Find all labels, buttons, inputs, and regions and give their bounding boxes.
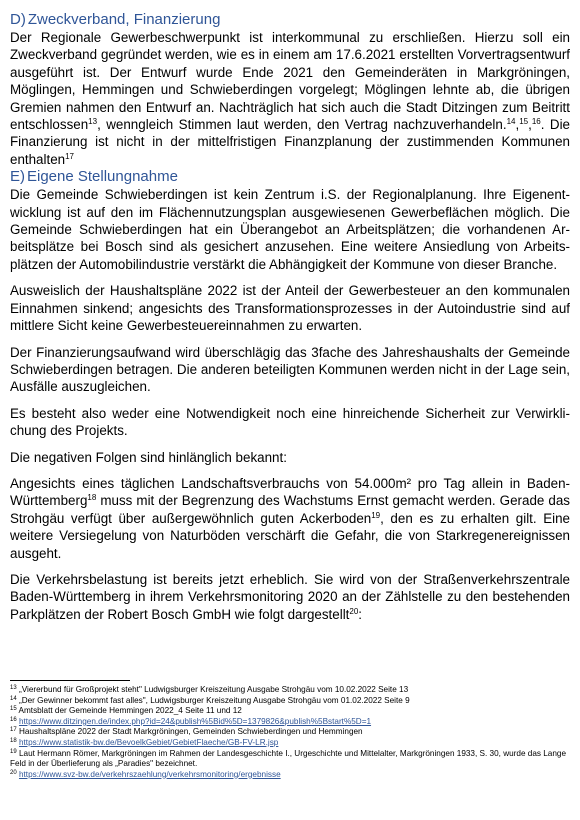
footnote-19: $^{19}$ Laut Hermann Römer, Markgröningen im Rahmen der Landesgeschichte I., Urgeschichte und Mittelalter, Markgröningen 1933, S. 30, wurde das Lange Feld in der Überlieferung als „Paradies" bezeichnet.	[10, 748, 567, 769]
footnote-link[interactable]: https://www.statistik-bw.de/BevoelkGebiet/GebietFlaeche/GB-FV-LR.jsp	[18, 737, 279, 747]
footnote-ref[interactable]: 19	[371, 510, 381, 520]
footnote-divider	[10, 680, 130, 681]
footnote-13: $^{13}$ „Viererbund für Großprojekt steht" Ludwigsburger Kreiszeitung Ausgabe Strohgäu vom 10.02.2022 Seite 13	[10, 685, 409, 694]
footnote-ref[interactable]: 16	[531, 117, 541, 127]
footnote-18: $^{18}$ https://www.statistik-bw.de/BevoelkGebiet/GebietFlaeche/GB-FV-LR.jsp	[10, 737, 279, 747]
footnote-17: $^{17}$ Haushaltspläne 2022 der Stadt Markgröningen, Gemeinden Schwieberdingen und Hemmingen	[10, 727, 363, 737]
footnote-link[interactable]: https://www.ditzingen.de/index.php?id=24&publish%5Bid%5D=1379826&publish%5Bstart%5D=1	[18, 716, 372, 726]
paragraph-finanzierungsaufwand: Der Finanzierungsaufwand wird überschlägig das 3fache des Jahreshaushalts der Gemeinde Schwieberdingen betragen. Die anderen beteiligten Kommunen werden nicht in der Lage sein, Ausfälle auszugleichen.	[10, 344, 570, 395]
section-heading-e	[10, 168, 570, 186]
footnote-ref[interactable]: 14	[506, 117, 516, 127]
paragraph-verkehrsbelastung: Die Verkehrsbelastung ist bereits jetzt erheblich. Sie wird von der Straßenverkehrszentrale Baden-Württemberg in ihrem Verkehrsmonitoring 2020 an der Zählstelle zu den bestehenden Parkplätzen der Robert Bosch GmbH wie folgt dargestellt$^{20}$:	[10, 571, 570, 622]
section-label: E)	[10, 168, 25, 186]
footnote-ref[interactable]: 18	[87, 493, 97, 503]
footnote-link[interactable]: https://www.svz-bw.de/verkehrszaehlung/verkehrsmonitoring/ergebnisse	[18, 769, 281, 779]
footnote-ref[interactable]: 15	[519, 117, 529, 127]
footnote-ref[interactable]: 17	[65, 151, 75, 161]
footnote-16: $^{16}$ https://www.ditzingen.de/index.php?id=24&publish%5Bid%5D=1379826&publish%5Bstart%5D=1	[10, 716, 372, 726]
footnote-14: $^{14}$ „Der Gewinner bekommt fast alles", Ludwigsburger Kreiszeitung Ausgabe Strohgäu vom 01.02.2022 Seite 9	[10, 695, 410, 705]
paragraph-gewerbesteuer: Ausweislich der Haushaltspläne 2022 ist der Anteil der Gewerbesteuer an den kommunalen Einnahmen sinkend; angesichts des Transformationsprozesses in der Autoindustrie sind auf mittlere Sicht keine Gewerbesteuereinnahmen zu erwarten.	[10, 283, 570, 334]
paragraph-notwendigkeit: Es besteht also weder eine Notwendigkeit noch eine hinreichende Sicherheit zur Verwirklichung des Projekts.	[10, 405, 570, 439]
footnotes	[10, 680, 570, 780]
section-title: Eigene Stellungnahme	[27, 168, 178, 186]
paragraph-folgen: Die negativen Folgen sind hinlänglich bekannt:	[10, 449, 287, 465]
footnote-20: $^{20}$ https://www.svz-bw.de/verkehrszaehlung/verkehrsmonitoring/ergebnisse	[10, 769, 281, 779]
footnote-ref[interactable]: 20	[349, 606, 359, 616]
footnote-ref[interactable]: 13	[88, 117, 98, 127]
paragraph-zweckverband: Der Regionale Gewerbeschwerpunkt ist interkommunal zu erschließen. Hierzu soll ein Zweckverband gegründet werden, wie es in einem am 17.6.2021 erstellten Vorvertragsentwurf ausgeführt ist. Der Entwurf wurde Ende 2021 den Gemeinderäten in Markgröningen, Möglingen, Hemmingen und Schwieberdingen vorgelegt; Möglingen lehnte ab, die übrigen Gremien nahmen den Entwurf an. Nachträglich hat sich auch die Stadt Ditzingen zum Beitritt entschlossen$^{13}$, wenngleich Stimmen laut werden, den Vertrag nachzuverhandeln.$^{14}$,$^{15}$,$^{16}$. Die Finanzierung ist nicht in der mittelfristigen Finanzplanung der zustimmenden Kommunen enthalten$^{17}$	[10, 30, 570, 167]
section-label: D)	[10, 11, 26, 28]
paragraph-zentrum: Die Gemeinde Schwieberdingen ist kein Zentrum i.S. der Regionalplanung. Ihre Eigenentwicklung ist auf den im Flächennutzungsplan ausgewiesenen Gewerbeflächen möglich. Die Gemeinde Schwieberdingen hat ein Überangebot an Arbeitsplätzen; die vorhandenen Arbeitsplätze bei Bosch sind als gesichert anzusehen. Eine weitere Ansiedlung von Arbeitsplätzen der Automobilindustrie verstärkt die Abhängigkeit der Kommune von dieser Branche.	[10, 187, 570, 272]
section-heading-d	[10, 11, 570, 29]
footnote-15: $^{15}$ Amtsblatt der Gemeinde Hemmingen 2022_4 Seite 11 und 12	[10, 706, 242, 716]
main-content	[10, 11, 570, 623]
paragraph-landschaftsverbrauch: Angesichts eines täglichen Landschaftsverbrauchs von 54.000m² pro Tag allein in Baden-Württemberg$^{18}$ muss mit der Begrenzung des Wachstums Ernst gemacht werden. Gerade das Strohgäu verfügt über außergewöhnlich guten Ackerboden$^{19}$, den es zu erhalten gilt. Eine weitere Versiegelung von Naturböden verschärft die Gefahr, die von Starkregenereignissen ausgeht.	[10, 475, 570, 561]
section-title: Zweckverband, Finanzierung	[27, 11, 221, 28]
